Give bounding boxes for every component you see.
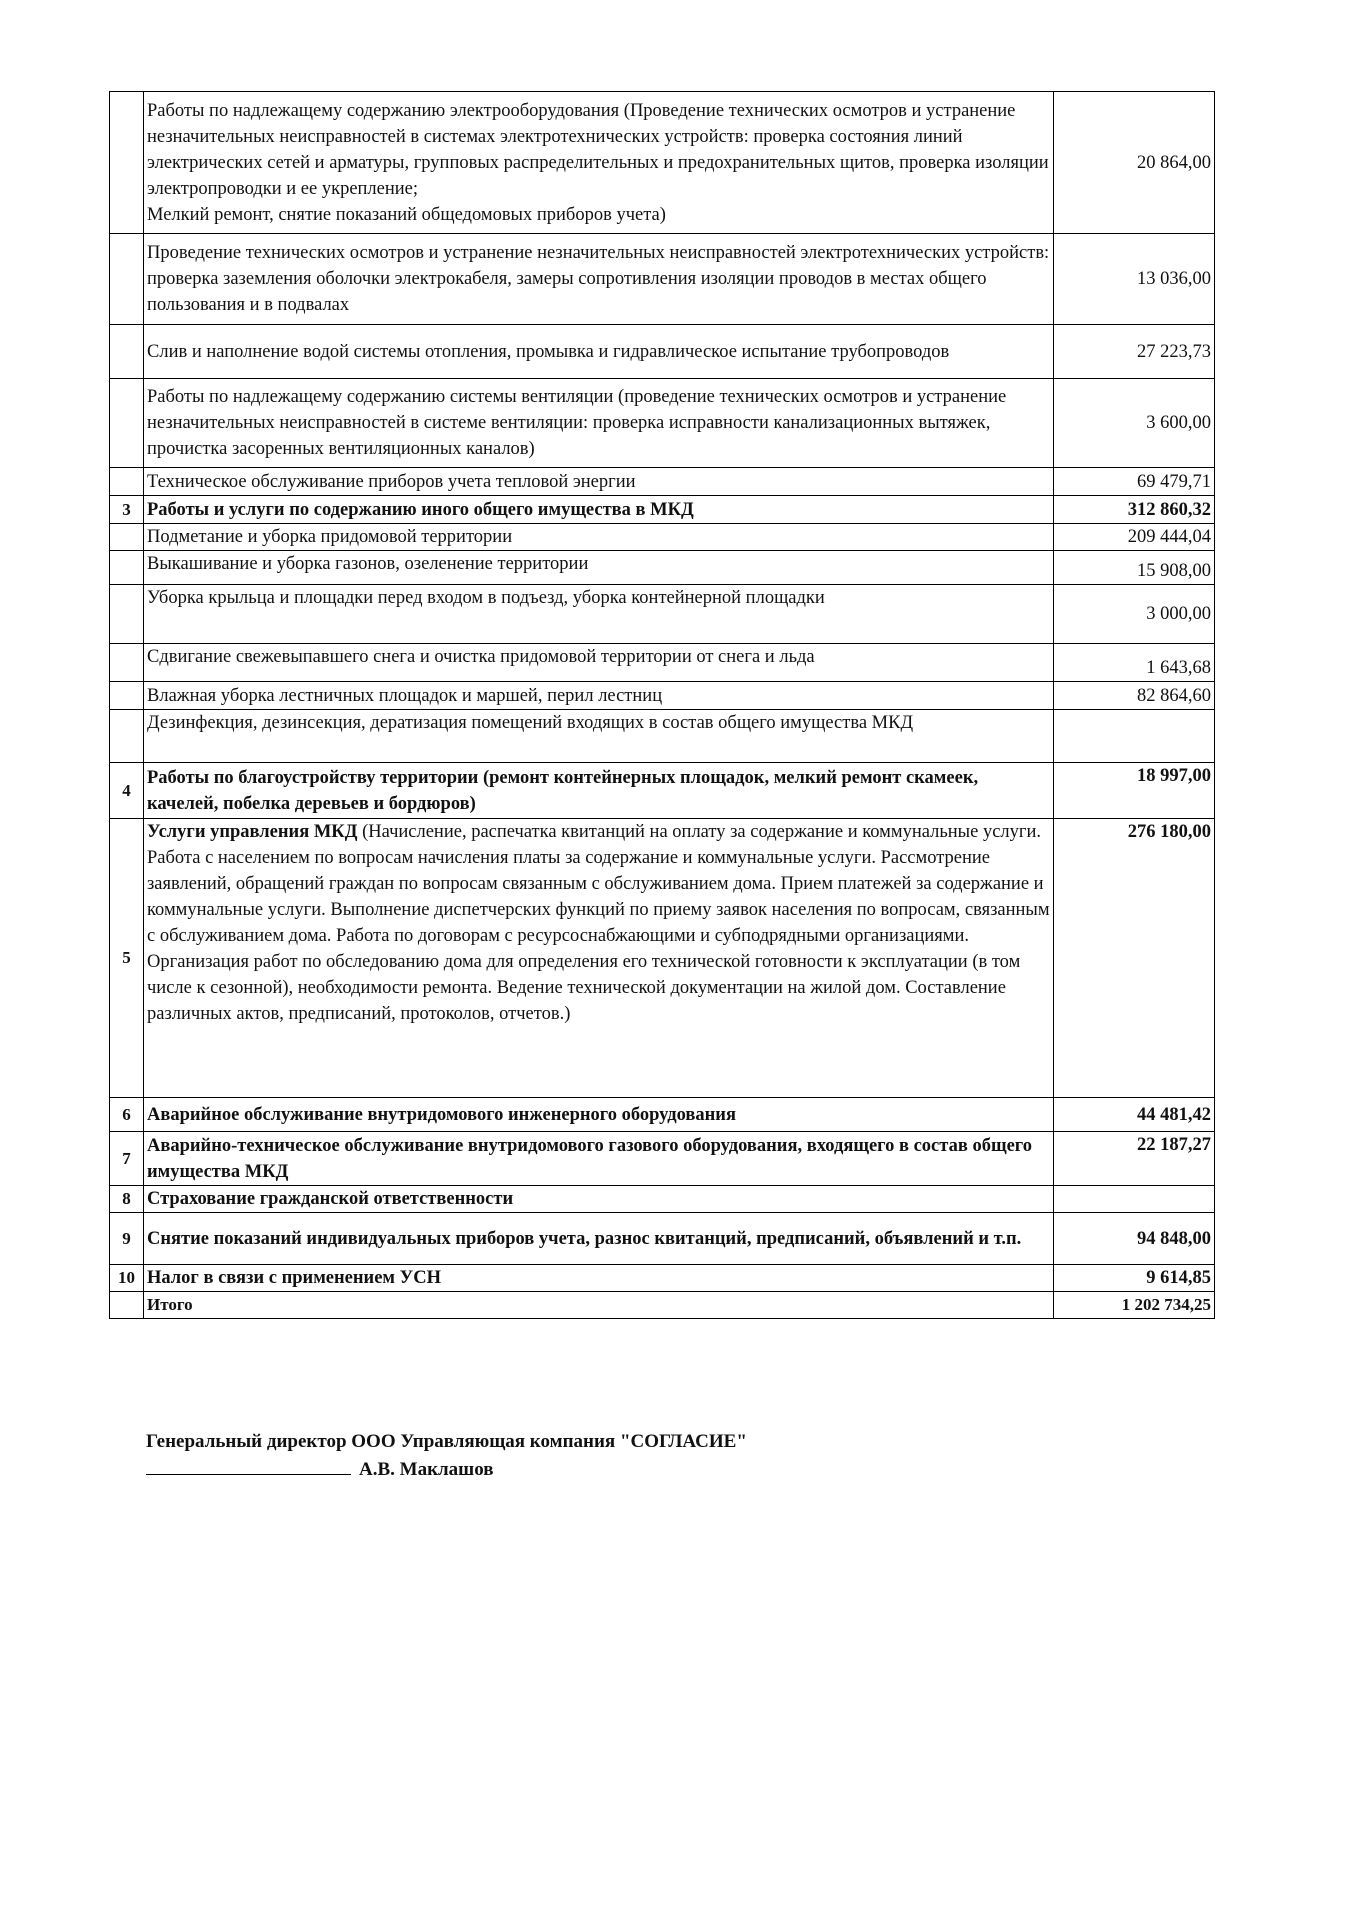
- section-row: [110, 1186, 1215, 1213]
- section-title: Работы и услуги по содержанию иного общего имущества в МКД: [144, 496, 1054, 524]
- row-description: Сдвигание свежевыпавшего снега и очистка придомовой территории от снега и льда: [144, 644, 1054, 682]
- row-amount: 3 000,00: [1054, 585, 1215, 644]
- row-amount: 27 223,73: [1054, 325, 1215, 379]
- row-amount: 15 908,00: [1054, 551, 1215, 585]
- section-number: 3: [110, 496, 144, 524]
- section-amount: 9 614,85: [1054, 1265, 1215, 1292]
- row-description: Уборка крыльца и площадки перед входом в подъезд, уборка контейнерной площадки: [144, 585, 1054, 644]
- table-row: [110, 585, 1215, 644]
- section-amount: [1054, 1186, 1215, 1213]
- signatory-position: Генеральный директор ООО Управляющая компания "СОГЛАСИЕ": [146, 1431, 747, 1452]
- row-description: Техническое обслуживание приборов учета тепловой энергии: [144, 468, 1054, 496]
- table-row: [110, 524, 1215, 551]
- table-row: [110, 644, 1215, 682]
- row-amount: 209 444,04: [1054, 524, 1215, 551]
- table-row: [110, 325, 1215, 379]
- row-number: [110, 551, 144, 585]
- section-number: 5: [110, 819, 144, 1098]
- row-number: [110, 710, 144, 763]
- row-number: [110, 325, 144, 379]
- section-title: [144, 819, 1054, 1098]
- row-amount: 13 036,00: [1054, 234, 1215, 325]
- row-description: Проведение технических осмотров и устранение незначительных неисправностей электротехнических устройств: проверка заземления оболочки электрокабеля, замеры сопротивления изоляции проводов в местах общего пользования и в подвалах: [144, 234, 1054, 325]
- table-row: [110, 92, 1215, 234]
- section-title-bold: Услуги управления МКД: [147, 822, 358, 842]
- section-description: (Начисление, распечатка квитанций на оплату за содержание и коммунальные услуги. Работа с населением по вопросам начисления платы за содержание и коммунальные услуги. Рассмотрение заявлений, обращений граждан по вопросам связанным с обслуживанием дома. Прием платежей за содержание и коммунальные услуги. Выполнение диспетчерских функций по приему заявок населения по вопросам, связанным с обслуживанием дома. Работа по договорам с ресурсоснабжающими и субподрядными организациями. Организация работ по обследованию дома для определения его технической готовности к эксплуатации (в том числе к сезонной), необходимости ремонта. Ведение технической документации на жилой дом. Составление различных актов, предписаний, протоколов, отчетов.): [147, 822, 1050, 1024]
- row-description: Работы по надлежащему содержанию системы вентиляции (проведение технических осмотров и устранение незначительных неисправностей в системе вентиляции: проверка исправности канализационных вытяжек, прочистка засоренных вентиляционных каналов): [144, 379, 1054, 468]
- section-amount: 44 481,42: [1054, 1098, 1215, 1132]
- section-title: Снятие показаний индивидуальных приборов учета, разнос квитанций, предписаний, объявлений и т.п.: [144, 1213, 1054, 1265]
- section-number: 6: [110, 1098, 144, 1132]
- signature-line-row: [146, 1456, 747, 1484]
- table-row: [110, 682, 1215, 710]
- table-row: [110, 379, 1215, 468]
- row-amount: 1 643,68: [1054, 644, 1215, 682]
- section-row: [110, 1098, 1215, 1132]
- row-number: [110, 468, 144, 496]
- row-amount: [1054, 710, 1215, 763]
- section-amount: 94 848,00: [1054, 1213, 1215, 1265]
- row-amount: 69 479,71: [1054, 468, 1215, 496]
- signatory-name: А.В. Маклашов: [359, 1459, 494, 1480]
- row-amount: 82 864,60: [1054, 682, 1215, 710]
- section-amount: 22 187,27: [1054, 1132, 1215, 1186]
- signature-line: [146, 1456, 351, 1475]
- table-row: [110, 710, 1215, 763]
- section-title: Аварийное обслуживание внутридомового инженерного оборудования: [144, 1098, 1054, 1132]
- section-row: [110, 763, 1215, 819]
- section-number: 4: [110, 763, 144, 819]
- signature-block: [146, 1428, 747, 1484]
- total-row: [110, 1292, 1215, 1319]
- section-row: [110, 1132, 1215, 1186]
- section-row: [110, 819, 1215, 1098]
- section-amount: 312 860,32: [1054, 496, 1215, 524]
- row-amount: 20 864,00: [1054, 92, 1215, 234]
- row-number: [110, 644, 144, 682]
- section-number: 7: [110, 1132, 144, 1186]
- row-number: [110, 234, 144, 325]
- row-description: Слив и наполнение водой системы отопления, промывка и гидравлическое испытание трубопроводов: [144, 325, 1054, 379]
- row-number: [110, 524, 144, 551]
- section-number: 8: [110, 1186, 144, 1213]
- row-amount: 3 600,00: [1054, 379, 1215, 468]
- row-description: Влажная уборка лестничных площадок и маршей, перил лестниц: [144, 682, 1054, 710]
- section-amount: 276 180,00: [1054, 819, 1215, 1098]
- section-title: Работы по благоустройству территории (ремонт контейнерных площадок, мелкий ремонт скамеек, качелей, побелка деревьев и бордюров): [144, 763, 1054, 819]
- row-description: Подметание и уборка придомовой территории: [144, 524, 1054, 551]
- row-number: [110, 379, 144, 468]
- row-number: [110, 682, 144, 710]
- row-description: Дезинфекция, дезинсекция, дератизация помещений входящих в состав общего имущества МКД: [144, 710, 1054, 763]
- table-row: [110, 468, 1215, 496]
- total-label: Итого: [144, 1292, 1054, 1319]
- section-row: [110, 1265, 1215, 1292]
- row-number: [110, 92, 144, 234]
- section-title: Налог в связи с применением УСН: [144, 1265, 1054, 1292]
- table-row: [110, 551, 1215, 585]
- total-amount: 1 202 734,25: [1054, 1292, 1215, 1319]
- table-row: [110, 234, 1215, 325]
- section-amount: 18 997,00: [1054, 763, 1215, 819]
- section-row: [110, 496, 1215, 524]
- services-cost-table: [109, 91, 1215, 1319]
- row-number: [110, 585, 144, 644]
- row-number: [110, 1292, 144, 1319]
- row-description: Выкашивание и уборка газонов, озеленение территории: [144, 551, 1054, 585]
- section-title: Страхование гражданской ответственности: [144, 1186, 1054, 1213]
- section-title: Аварийно-техническое обслуживание внутридомового газового оборудования, входящего в состав общего имущества МКД: [144, 1132, 1054, 1186]
- section-number: 9: [110, 1213, 144, 1265]
- section-row: [110, 1213, 1215, 1265]
- section-number: 10: [110, 1265, 144, 1292]
- row-description: Работы по надлежащему содержанию электрооборудования (Проведение технических осмотров и устранение незначительных неисправностей в системах электротехнических устройств: проверка состояния линий электрических сетей и арматуры, групповых распределительных и предохранительных щитов, проверка изоляции электропроводки и ее укрепление; Мелкий ремонт, снятие показаний общедомовых приборов учета): [144, 92, 1054, 234]
